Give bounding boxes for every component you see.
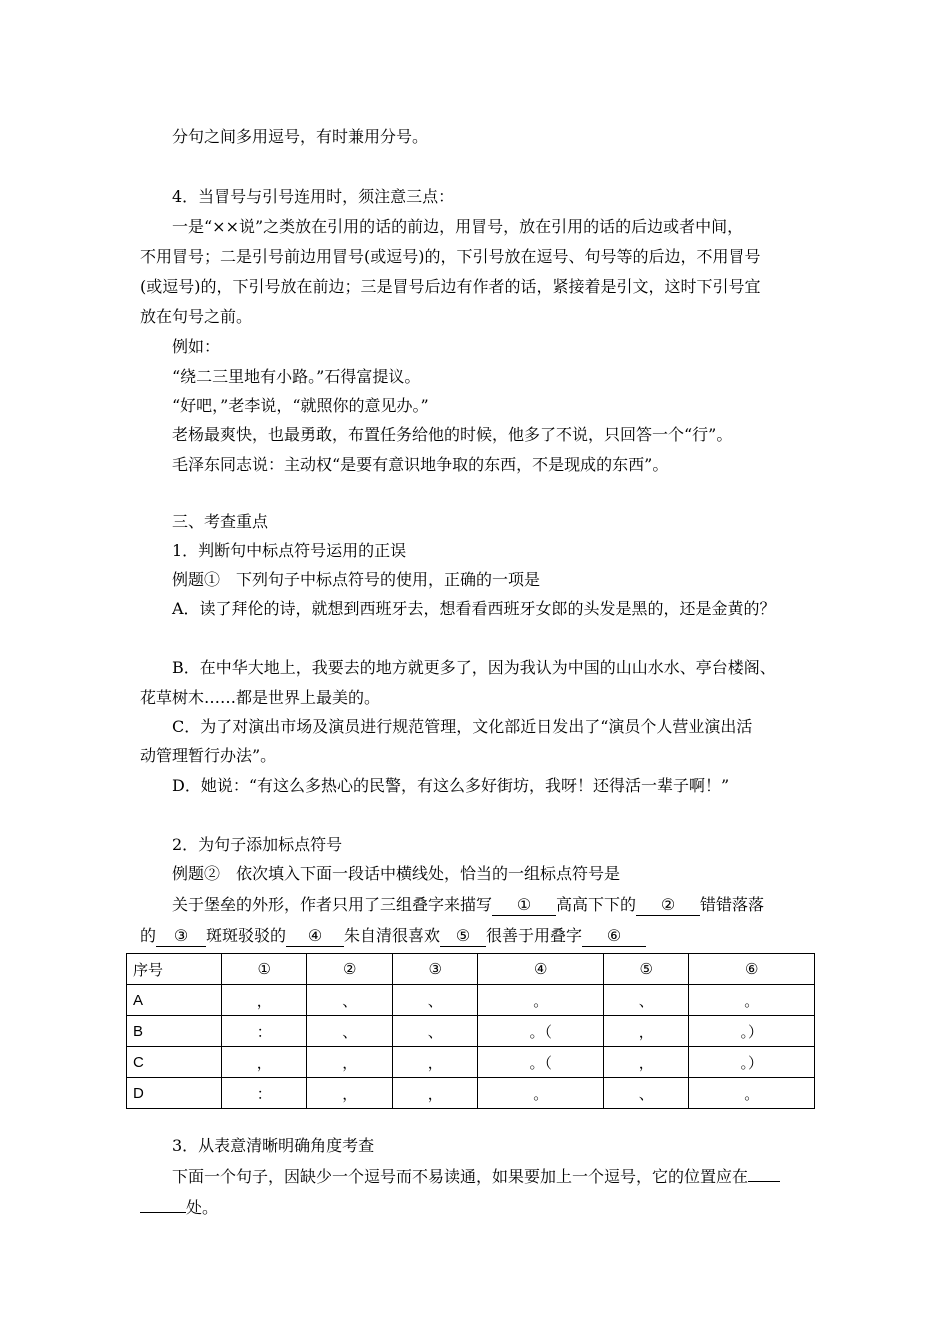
option-d: D．她说：“有这么多热心的民警，有这么多好街坊，我呀！还得活一辈子啊！” xyxy=(172,776,730,795)
table-cell: ： xyxy=(222,1016,307,1047)
table-cell: ， xyxy=(392,1078,477,1109)
blank-3: ③ xyxy=(156,926,206,947)
section-heading: 4．当冒号与引号连用时，须注意三点： xyxy=(172,187,455,206)
example-line: 老杨最爽快，也最勇敢，布置任务给他的时候，他多了不说，只回答一个“行”。 xyxy=(172,425,733,444)
text-segment: 下面一个句子，因缺少一个逗号而不易读通，如果要加上一个逗号，它的位置应在 xyxy=(172,1167,749,1186)
table-cell: 。 xyxy=(478,985,604,1016)
paragraph-line: 分句之间多用逗号，有时兼用分号。 xyxy=(172,127,429,146)
table-cell: B xyxy=(127,1016,222,1047)
table-cell: 、 xyxy=(392,985,477,1016)
table-cell: 、 xyxy=(603,985,688,1016)
blank-5: ⑤ xyxy=(440,926,486,947)
text-segment: 的 xyxy=(140,926,157,945)
text-segment: 关于堡垒的外形，作者只用了三组叠字来描写 xyxy=(172,895,493,914)
question-stem: 例题① 下列句子中标点符号的使用，正确的一项是 xyxy=(172,570,541,589)
table-cell: A xyxy=(127,985,222,1016)
table-cell: ， xyxy=(392,1047,477,1078)
table-cell: 、 xyxy=(307,1016,392,1047)
subsection-heading: 1．判断句中标点符号运用的正误 xyxy=(172,541,407,560)
table-cell: ， xyxy=(222,985,307,1016)
table-row xyxy=(127,1016,815,1047)
table-header-row xyxy=(127,954,815,985)
table-cell: 。 xyxy=(478,1078,604,1109)
table-cell: ， xyxy=(307,1078,392,1109)
text-segment: 错错落落 xyxy=(700,895,765,914)
paragraph-line: 一是“××说”之类放在引用的话的前边，用冒号，放在引用的话的后边或者中间， xyxy=(172,217,744,236)
table-header-cell: 序号 xyxy=(127,954,222,985)
paragraph-line: 不用冒号；二是引号前边用冒号(或逗号)的，下引号放在逗号、句号等的后边，不用冒号 xyxy=(140,247,761,266)
table-cell: 、 xyxy=(392,1016,477,1047)
paragraph-line: 例如： xyxy=(172,337,221,356)
table-cell: ， xyxy=(603,1047,688,1078)
question-stem: 例题② 依次填入下面一段话中横线处，恰当的一组标点符号是 xyxy=(172,864,621,883)
example-line: “绕二三里地有小路。”石得富提议。 xyxy=(172,367,421,386)
option-c-cont: 动管理暂行办法”。 xyxy=(140,746,277,765)
blank-2: ② xyxy=(636,895,700,916)
subsection-heading: 2．为句子添加标点符号 xyxy=(172,835,343,854)
section-heading: 三、考查重点 xyxy=(172,512,269,531)
blank-6: ⑥ xyxy=(582,926,646,947)
table-row xyxy=(127,985,815,1016)
table-header-cell: ⑤ xyxy=(603,954,688,985)
paragraph-line: 放在句号之前。 xyxy=(140,307,253,326)
table-cell: 。（ xyxy=(478,1016,604,1047)
table-cell: 。（ xyxy=(478,1047,604,1078)
option-b: B．在中华大地上，我要去的地方就更多了，因为我认为中国的山山水水、亭台楼阁、 xyxy=(172,658,776,677)
text-segment: 很善于用叠字 xyxy=(486,926,583,945)
table-header-cell: ③ xyxy=(392,954,477,985)
table-cell: D xyxy=(127,1078,222,1109)
table-cell: ： xyxy=(222,1078,307,1109)
fill-in-line xyxy=(172,895,764,916)
table-header-cell: ④ xyxy=(478,954,604,985)
fill-in-line xyxy=(140,926,646,947)
table-cell: ， xyxy=(307,1047,392,1078)
table-header-cell: ① xyxy=(222,954,307,985)
answer-table xyxy=(126,953,815,1109)
example-line: 毛泽东同志说：主动权“是要有意识地争取的东西，不是现成的东西”。 xyxy=(172,455,669,474)
table-row xyxy=(127,1047,815,1078)
paragraph-line: (或逗号)的，下引号放在前边；三是冒号后边有作者的话，紧接着是引文，这时下引号宜 xyxy=(140,277,761,296)
table-cell: 、 xyxy=(603,1078,688,1109)
text-segment: 斑斑驳驳的 xyxy=(206,926,287,945)
table-cell: 。 xyxy=(689,1078,815,1109)
answer-blank xyxy=(140,1196,186,1213)
table-row xyxy=(127,1078,815,1109)
text-segment: 处。 xyxy=(186,1198,219,1217)
question-stem xyxy=(172,1165,780,1187)
option-b-cont: 花草树木……都是世界上最美的。 xyxy=(140,688,381,707)
question-stem-cont xyxy=(140,1196,218,1218)
text-segment: 高高下下的 xyxy=(556,895,637,914)
option-a: A．读了拜伦的诗，就想到西班牙去，想看看西班牙女郎的头发是黑的，还是金黄的？ xyxy=(172,599,776,618)
blank-4: ④ xyxy=(286,926,344,947)
table-cell: ， xyxy=(603,1016,688,1047)
blank-1: ① xyxy=(492,895,556,916)
example-line: “好吧，”老李说，“就照你的意见办。” xyxy=(172,396,429,415)
table-cell: ， xyxy=(222,1047,307,1078)
table-cell: 。） xyxy=(689,1047,815,1078)
option-c: C．为了对演出市场及演员进行规范管理，文化部近日发出了“演员个人营业演出活 xyxy=(172,717,753,736)
subsection-heading: 3．从表意清晰明确角度考查 xyxy=(172,1136,375,1155)
table-cell: 。） xyxy=(689,1016,815,1047)
answer-blank xyxy=(748,1165,780,1182)
table-cell: C xyxy=(127,1047,222,1078)
table-header-cell: ⑥ xyxy=(689,954,815,985)
table-cell: 。 xyxy=(689,985,815,1016)
text-segment: 朱自清很喜欢 xyxy=(344,926,441,945)
table-cell: 、 xyxy=(307,985,392,1016)
table-header-cell: ② xyxy=(307,954,392,985)
